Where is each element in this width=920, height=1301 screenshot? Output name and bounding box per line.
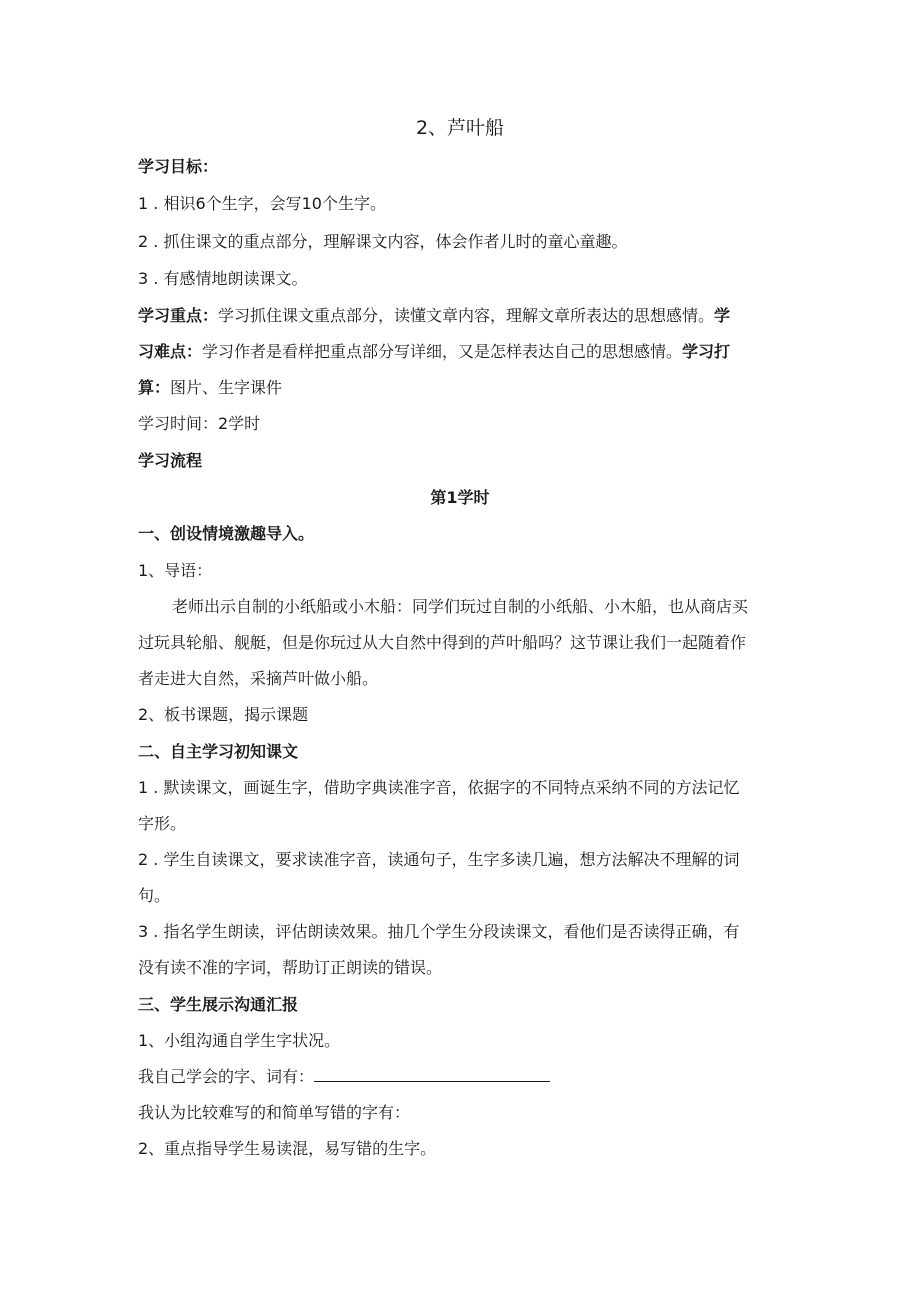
- plan-text: 图片、生字课件: [170, 378, 283, 397]
- plan-label-start: 学习打: [682, 342, 731, 361]
- goal-item-2: 2 . 抓住课文的重点部分，理解课文内容，体会作者儿时的童心童趣。: [138, 232, 628, 251]
- section1-paragraph-line-1: 老师出示自制的小纸船或小木船：同学们玩过自制的小纸船、小木船，也从商店买: [172, 597, 749, 616]
- section2-item-2-line-1: 2 . 学生自读课文，要求读准字音，读通句子，生字多读几遍，想方法解决不理解的词: [138, 850, 740, 869]
- goals-heading: 学习目标：: [138, 157, 219, 176]
- goal-item-3: 3 . 有感情地朗读课文。: [138, 269, 308, 288]
- section2-item-1-line-1: 1 . 默读课文，画诞生字，借助字典读准字音，依据字的不同特点采纳不同的方法记忆: [138, 778, 740, 797]
- section1-paragraph-line-2: 过玩具轮船、舰艇，但是你玩过从大自然中得到的芦叶船吗？这节课让我们一起随着作: [138, 633, 747, 652]
- section1-item-1: 1、导语：: [138, 561, 213, 580]
- goal-item-1: 1 . 相识6个生字，会写10个生字。: [138, 194, 386, 213]
- section3-item-2: 2、重点指导学生易读混，易写错的生字。: [138, 1139, 437, 1158]
- difficult-words-label: 我认为比较难写的和简单写错的字有：: [138, 1103, 411, 1122]
- focus-line-2: [138, 341, 788, 363]
- section2-item-2-line-2: 句。: [138, 886, 171, 905]
- plan-label-end: 算：: [138, 378, 171, 397]
- section2-item-3-line-1: 3 . 指名学生朗读，评估朗读效果。抽几个学生分段读课文，看他们是否读得正确，有: [138, 922, 740, 941]
- focus-label: 学习重点：: [138, 306, 219, 325]
- learned-words-blank[interactable]: [314, 1066, 550, 1082]
- focus-line-3: [138, 377, 788, 399]
- document-title: 2、芦叶船: [415, 117, 505, 139]
- process-heading: 学习流程: [138, 451, 203, 470]
- section1-item-2: 2、板书课题，揭示课题: [138, 705, 309, 724]
- lesson-heading: 第1学时: [430, 488, 490, 507]
- section2-item-3-line-2: 没有读不准的字词，帮助订正朗读的错误。: [138, 958, 443, 977]
- section2-heading: 二、自主学习初知课文: [138, 742, 299, 761]
- section3-heading: 三、学生展示沟通汇报: [138, 995, 299, 1014]
- study-time: 学习时间：2学时: [138, 414, 261, 433]
- difficulty-label-end: 习难点：: [138, 342, 203, 361]
- section1-heading: 一、创设情境激趣导入。: [138, 524, 315, 543]
- focus-line-1: [138, 305, 788, 327]
- difficulty-text: 学习作者是看样把重点部分写详细，又是怎样表达自己的思想感情。: [202, 342, 683, 361]
- focus-text: 学习抓住课文重点部分，读懂文章内容，理解文章所表达的思想感情。: [218, 306, 715, 325]
- learned-words-line: [138, 1066, 788, 1088]
- learned-words-label: 我自己学会的字、词有：: [138, 1067, 315, 1086]
- difficulty-label-start: 学: [714, 306, 731, 325]
- section3-item-1: 1、小组沟通自学生字状况。: [138, 1031, 341, 1050]
- section2-item-1-line-2: 字形。: [138, 814, 187, 833]
- section1-paragraph-line-3: 者走进大自然，采摘芦叶做小船。: [138, 669, 379, 688]
